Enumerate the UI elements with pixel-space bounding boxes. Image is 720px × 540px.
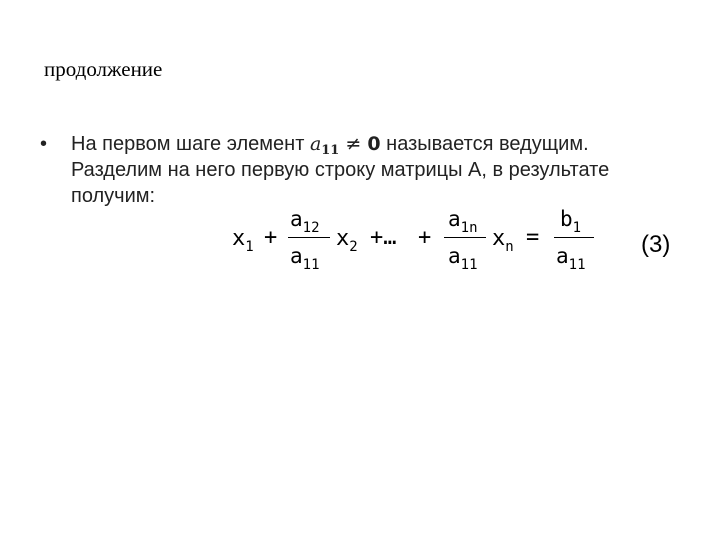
pivot-element-formula [309, 133, 381, 158]
bullet-marker: • [40, 133, 48, 155]
frac3-denominator: $a_{11}$ [556, 244, 586, 273]
equation-3 [230, 202, 610, 282]
eq-equals: = [526, 225, 540, 250]
eq-plus-dots: +… [370, 225, 397, 250]
eq-plus-2: + [418, 225, 432, 250]
frac1-denominator: $a_{11}$ [290, 244, 320, 273]
bullet-line-2: Разделим на него первую строку матрицы А, в результате [71, 159, 610, 181]
pivot-var: a [309, 133, 322, 155]
slide-title: продолжение [44, 57, 163, 81]
frac2-denominator: $a_{11}$ [448, 244, 478, 273]
bullet-line-1 [71, 131, 671, 157]
bullet-text [71, 131, 671, 209]
equation-number: (3) [641, 231, 671, 258]
eq-plus-1: + [264, 225, 278, 250]
frac1-numerator: $a_{12}$ [290, 207, 320, 236]
frac3-bar [554, 237, 594, 238]
eq-xn: $x_n$ [492, 226, 514, 255]
pivot-subscript: 11 [321, 143, 340, 158]
line1-before-text: На первом шаге элемент [71, 133, 310, 155]
zero-value: 0 [367, 133, 381, 155]
eq-x1: $x_1$ [232, 226, 254, 255]
frac3-numerator: $b_1$ [560, 207, 582, 236]
not-equal-sign: ≠ [345, 133, 362, 155]
bullet-line-3: получим: [71, 185, 156, 207]
eq-x2: $x_2$ [336, 226, 358, 255]
frac2-numerator: $a_{1n}$ [448, 207, 478, 236]
line1-after-text: называется ведущим. [380, 133, 589, 155]
frac1-bar [288, 237, 330, 238]
frac2-bar [444, 237, 486, 238]
